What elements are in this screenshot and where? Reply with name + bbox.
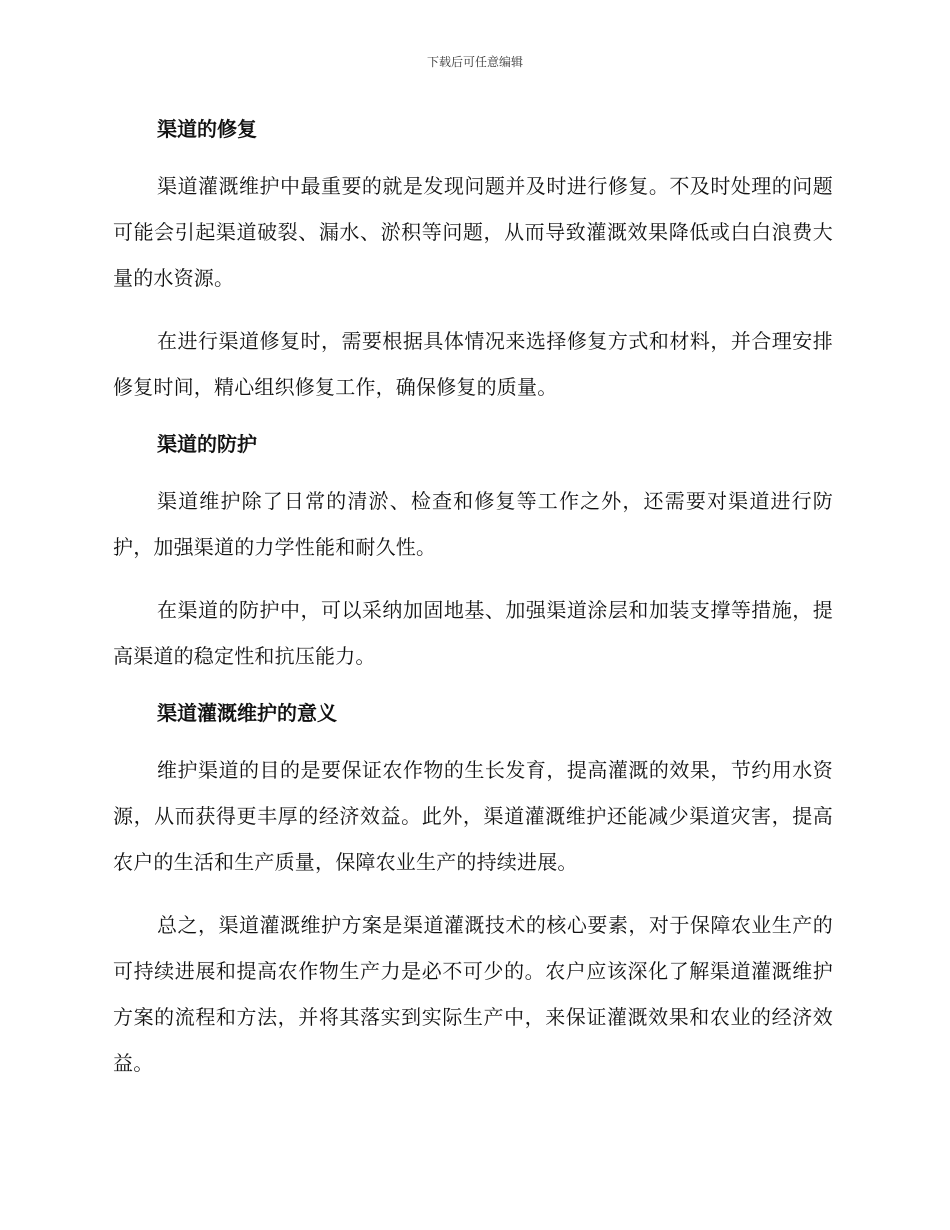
paragraph-protection-2: 在渠道的防护中，可以采纳加固地基、加强渠道涂层和加装支撑等措施，提高渠道的稳定性和抗压能力。 <box>113 598 833 668</box>
paragraph-repair-1: 渠道灌溉维护中最重要的就是发现问题并及时进行修复。不及时处理的问题可能会引起渠道破裂、漏水、淤积等问题，从而导致灌溉效果降低或白白浪费大量的水资源。 <box>113 174 833 290</box>
section-heading-protection: 渠道的防护 <box>157 432 257 456</box>
paragraph-protection-1: 渠道维护除了日常的清淤、检查和修复等工作之外，还需要对渠道进行防护，加强渠道的力学性能和耐久性。 <box>113 489 833 559</box>
section-heading-significance: 渠道灌溉维护的意义 <box>157 701 337 725</box>
section-heading-repair: 渠道的修复 <box>157 117 257 141</box>
page-header: 下载后可任意编辑 <box>426 55 523 69</box>
paragraph-significance-1: 维护渠道的目的是要保证农作物的生长发育，提高灌溉的效果，节约用水资源，从而获得更丰厚的经济效益。此外，渠道灌溉维护还能减少渠道灾害，提高农户的生活和生产质量，保障农业生产的持续进展。 <box>113 758 833 874</box>
paragraph-significance-2: 总之，渠道灌溉维护方案是渠道灌溉技术的核心要素，对于保障农业生产的可持续进展和提高农作物生产力是必不可少的。农户应该深化了解渠道灌溉维护方案的流程和方法，并将其落实到实际生产中，来保证灌溉效果和农业的经济效益。 <box>113 913 833 1075</box>
paragraph-repair-2: 在进行渠道修复时，需要根据具体情况来选择修复方式和材料，并合理安排修复时间，精心组织修复工作，确保修复的质量。 <box>113 329 833 399</box>
document-body <box>113 112 833 1103</box>
